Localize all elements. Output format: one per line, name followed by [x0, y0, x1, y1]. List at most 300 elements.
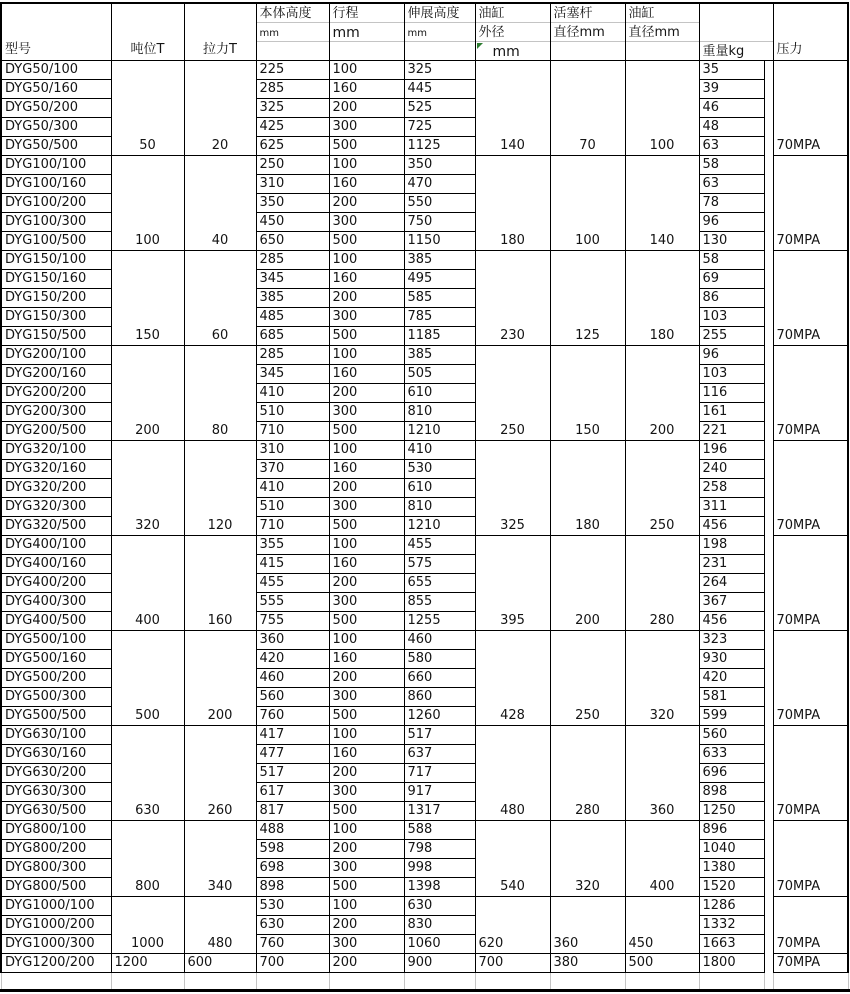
- cell-extended-height: 1060: [404, 935, 475, 954]
- spacer-cell: [764, 517, 773, 536]
- cell-cylinder-od: 480: [475, 726, 550, 821]
- cell-tonnage: 150: [111, 251, 184, 346]
- cell-stroke: 160: [329, 745, 404, 764]
- cell-body-height: 460: [256, 669, 329, 688]
- cell-tonnage: 100: [111, 156, 184, 251]
- cell-model: DYG800/300: [1, 859, 111, 878]
- grid-cell: [329, 973, 404, 989]
- cell-weight: 420: [699, 669, 764, 688]
- cell-extended-height: 630: [404, 897, 475, 916]
- spacer-cell: [764, 460, 773, 479]
- cell-model: DYG320/300: [1, 498, 111, 517]
- cell-model: DYG1200/200: [1, 954, 111, 973]
- cell-stroke: 100: [329, 346, 404, 365]
- cell-body-height: 698: [256, 859, 329, 878]
- cell-model: DYG1000/200: [1, 916, 111, 935]
- cell-extended-height: 550: [404, 194, 475, 213]
- cell-weight: 560: [699, 726, 764, 745]
- spacer-cell: [764, 422, 773, 441]
- cell-model: DYG200/200: [1, 384, 111, 403]
- cell-pull-force: 260: [184, 726, 256, 821]
- header-stroke-unit: mm: [330, 23, 404, 42]
- cell-weight: 63: [699, 175, 764, 194]
- table-row: [1, 631, 848, 650]
- cell-body-height: 617: [256, 783, 329, 802]
- spacer-cell: [764, 802, 773, 821]
- header-rod-diameter-line2: 直径mm: [551, 23, 625, 42]
- cell-body-height: 325: [256, 99, 329, 118]
- cell-stroke: 100: [329, 536, 404, 555]
- cell-extended-height: 917: [404, 783, 475, 802]
- table-row: [1, 821, 848, 840]
- cell-tonnage: 200: [111, 346, 184, 441]
- cell-pull-force: 160: [184, 536, 256, 631]
- cell-stroke: 160: [329, 270, 404, 289]
- header-weight-label: 重量kg: [702, 44, 745, 59]
- header-rod-diameter-line1: 活塞杆: [551, 4, 625, 23]
- spacer-cell: [764, 707, 773, 726]
- cell-pressure: 70MPA: [773, 536, 848, 631]
- cell-rod-diameter: 180: [550, 441, 625, 536]
- spacer-cell: [764, 289, 773, 308]
- cell-model: DYG150/100: [1, 251, 111, 270]
- cell-model: DYG800/500: [1, 878, 111, 897]
- cell-model: DYG100/500: [1, 232, 111, 251]
- cell-stroke: 300: [329, 118, 404, 137]
- cell-cylinder-diameter: 100: [625, 61, 699, 156]
- cell-pull-force: 120: [184, 441, 256, 536]
- cell-model: DYG630/300: [1, 783, 111, 802]
- cell-cylinder-od: 250: [475, 346, 550, 441]
- cell-extended-height: 530: [404, 460, 475, 479]
- cell-extended-height: 750: [404, 213, 475, 232]
- cell-body-height: 488: [256, 821, 329, 840]
- cell-rod-diameter: 200: [550, 536, 625, 631]
- cell-model: DYG630/500: [1, 802, 111, 821]
- cell-body-height: 370: [256, 460, 329, 479]
- cell-body-height: 250: [256, 156, 329, 175]
- cell-weight: 58: [699, 251, 764, 270]
- header-weight: [699, 3, 773, 61]
- cell-stroke: 300: [329, 688, 404, 707]
- cell-weight: 367: [699, 593, 764, 612]
- cell-tonnage: 630: [111, 726, 184, 821]
- cell-cylinder-diameter: 250: [625, 441, 699, 536]
- cell-weight: 1380: [699, 859, 764, 878]
- cell-extended-height: 525: [404, 99, 475, 118]
- spacer-cell: [764, 954, 773, 973]
- cell-weight: 35: [699, 61, 764, 80]
- header-cylinder-od: [475, 3, 550, 61]
- cell-cylinder-od: 428: [475, 631, 550, 726]
- spacer-cell: [764, 137, 773, 156]
- cell-model: DYG100/300: [1, 213, 111, 232]
- spacer-cell: [764, 251, 773, 270]
- cell-extended-height: 495: [404, 270, 475, 289]
- grid-cell: [699, 973, 764, 989]
- cell-weight: 456: [699, 612, 764, 631]
- cell-model: DYG320/100: [1, 441, 111, 460]
- cell-extended-height: 1185: [404, 327, 475, 346]
- cell-tonnage: 50: [111, 61, 184, 156]
- cell-body-height: 385: [256, 289, 329, 308]
- cell-weight: 1663: [699, 935, 764, 954]
- spacer-cell: [764, 935, 773, 954]
- cell-cylinder-od: 140: [475, 61, 550, 156]
- cell-model: DYG200/160: [1, 365, 111, 384]
- cell-cylinder-diameter: 500: [625, 954, 699, 973]
- cell-body-height: 285: [256, 80, 329, 99]
- cell-model: DYG500/100: [1, 631, 111, 650]
- cell-stroke: 100: [329, 631, 404, 650]
- grid-cell: [625, 973, 699, 989]
- cell-stroke: 160: [329, 555, 404, 574]
- header-extended-height-unit: mm: [405, 23, 475, 42]
- cell-body-height: 455: [256, 574, 329, 593]
- cell-weight: 898: [699, 783, 764, 802]
- grid-cell: [764, 973, 773, 989]
- cell-weight: 599: [699, 707, 764, 726]
- cell-weight: 48: [699, 118, 764, 137]
- spacer-cell: [764, 536, 773, 555]
- grid-cell: [1, 973, 111, 989]
- cell-model: DYG630/200: [1, 764, 111, 783]
- cell-extended-height: 655: [404, 574, 475, 593]
- cell-model: DYG400/160: [1, 555, 111, 574]
- cell-extended-height: 385: [404, 346, 475, 365]
- cell-stroke: 300: [329, 403, 404, 422]
- cell-model: DYG320/500: [1, 517, 111, 536]
- cell-stroke: 300: [329, 935, 404, 954]
- sheet-bottom-border: [0, 989, 850, 992]
- cell-stroke: 200: [329, 916, 404, 935]
- cell-tonnage: 800: [111, 821, 184, 897]
- spacer-cell: [764, 403, 773, 422]
- cell-extended-height: 830: [404, 916, 475, 935]
- cell-rod-diameter: 70: [550, 61, 625, 156]
- cell-model: DYG400/100: [1, 536, 111, 555]
- cell-weight: 633: [699, 745, 764, 764]
- cell-pressure: 70MPA: [773, 441, 848, 536]
- cell-stroke: 200: [329, 764, 404, 783]
- grid-cell: [475, 973, 550, 989]
- cell-model: DYG150/200: [1, 289, 111, 308]
- spacer-cell: [764, 232, 773, 251]
- header-tonnage-label: 吨位T: [130, 42, 165, 57]
- cell-pull-force: 80: [184, 346, 256, 441]
- cell-rod-diameter: 320: [550, 821, 625, 897]
- spacer-cell: [764, 61, 773, 80]
- spacer-cell: [764, 916, 773, 935]
- cell-pressure: 70MPA: [773, 156, 848, 251]
- cell-model: DYG50/300: [1, 118, 111, 137]
- cell-rod-diameter: 360: [550, 897, 625, 954]
- cell-body-height: 710: [256, 422, 329, 441]
- cell-model: DYG1000/100: [1, 897, 111, 916]
- cell-stroke: 500: [329, 137, 404, 156]
- cell-model: DYG400/500: [1, 612, 111, 631]
- header-cylinder-od-line1: 油缸: [476, 4, 550, 23]
- grid-cell: [256, 973, 329, 989]
- cell-stroke: 500: [329, 612, 404, 631]
- cell-extended-height: 1125: [404, 137, 475, 156]
- spacer-cell: [764, 156, 773, 175]
- spacer-cell: [764, 346, 773, 365]
- spacer-cell: [764, 498, 773, 517]
- cell-weight: 1040: [699, 840, 764, 859]
- cell-pressure: 70MPA: [773, 251, 848, 346]
- cell-stroke: 500: [329, 707, 404, 726]
- cell-extended-height: 900: [404, 954, 475, 973]
- cell-weight: 39: [699, 80, 764, 99]
- cell-weight: 1520: [699, 878, 764, 897]
- grid-cell: [550, 973, 625, 989]
- cell-weight: 63: [699, 137, 764, 156]
- cell-extended-height: 505: [404, 365, 475, 384]
- cell-weight: 696: [699, 764, 764, 783]
- cell-tonnage: 500: [111, 631, 184, 726]
- cell-stroke: 160: [329, 80, 404, 99]
- cell-extended-height: 610: [404, 479, 475, 498]
- cell-body-height: 310: [256, 441, 329, 460]
- cell-stroke: 100: [329, 897, 404, 916]
- cell-body-height: 345: [256, 270, 329, 289]
- cell-weight: 311: [699, 498, 764, 517]
- cell-pull-force: 480: [184, 897, 256, 954]
- cell-body-height: 710: [256, 517, 329, 536]
- cell-model: DYG630/160: [1, 745, 111, 764]
- cell-stroke: 200: [329, 954, 404, 973]
- header-pull-force: [184, 3, 256, 61]
- cell-extended-height: 455: [404, 536, 475, 555]
- cell-model: DYG150/300: [1, 308, 111, 327]
- cell-stroke: 200: [329, 574, 404, 593]
- table-row: [1, 61, 848, 80]
- header-cylinder-diameter-line2: 直径mm: [626, 23, 699, 42]
- cell-weight: 231: [699, 555, 764, 574]
- header-tonnage: [111, 3, 184, 61]
- spacer-cell: [764, 859, 773, 878]
- cell-model: DYG150/500: [1, 327, 111, 346]
- cell-body-height: 310: [256, 175, 329, 194]
- spacer-cell: [764, 574, 773, 593]
- spacer-cell: [764, 783, 773, 802]
- cell-body-height: 755: [256, 612, 329, 631]
- table-row: [1, 251, 848, 270]
- cell-body-height: 415: [256, 555, 329, 574]
- cell-cylinder-od: 540: [475, 821, 550, 897]
- cell-weight: 96: [699, 346, 764, 365]
- header-body-height: [256, 3, 329, 61]
- cell-stroke: 500: [329, 232, 404, 251]
- spacer-cell: [764, 821, 773, 840]
- cell-weight: 896: [699, 821, 764, 840]
- cell-extended-height: 517: [404, 726, 475, 745]
- cell-stroke: 160: [329, 650, 404, 669]
- cell-tonnage: 320: [111, 441, 184, 536]
- cell-weight: 196: [699, 441, 764, 460]
- cell-pressure: 70MPA: [773, 346, 848, 441]
- cell-extended-height: 785: [404, 308, 475, 327]
- cell-cylinder-diameter: 400: [625, 821, 699, 897]
- cell-extended-height: 1317: [404, 802, 475, 821]
- cell-weight: 1250: [699, 802, 764, 821]
- cell-body-height: 410: [256, 384, 329, 403]
- cell-model: DYG50/500: [1, 137, 111, 156]
- cell-body-height: 360: [256, 631, 329, 650]
- cell-extended-height: 580: [404, 650, 475, 669]
- error-indicator-triangle: [477, 43, 483, 49]
- header-body-height-line1: 本体高度: [257, 4, 329, 23]
- spacer-cell: [764, 308, 773, 327]
- grid-cell: [111, 973, 184, 989]
- table-row: [1, 346, 848, 365]
- cell-tonnage: 1000: [111, 897, 184, 954]
- cell-weight: 46: [699, 99, 764, 118]
- cell-extended-height: 1255: [404, 612, 475, 631]
- header-cylinder-od-unit: mm: [476, 42, 550, 60]
- cell-stroke: 200: [329, 384, 404, 403]
- spacer-cell: [764, 175, 773, 194]
- cell-body-height: 420: [256, 650, 329, 669]
- cell-body-height: 285: [256, 251, 329, 270]
- header-pressure: [773, 3, 848, 61]
- cell-model: DYG200/500: [1, 422, 111, 441]
- cell-body-height: 410: [256, 479, 329, 498]
- cell-weight: 103: [699, 365, 764, 384]
- cell-stroke: 500: [329, 327, 404, 346]
- spacer-cell: [764, 631, 773, 650]
- header-model: [1, 3, 111, 61]
- cell-cylinder-diameter: 280: [625, 536, 699, 631]
- cell-stroke: 300: [329, 593, 404, 612]
- cell-model: DYG800/200: [1, 840, 111, 859]
- cell-cylinder-od: 230: [475, 251, 550, 346]
- header-rod-diameter: [550, 3, 625, 61]
- cell-body-height: 760: [256, 935, 329, 954]
- grid-cell: [184, 973, 256, 989]
- cell-model: DYG320/200: [1, 479, 111, 498]
- cell-extended-height: 575: [404, 555, 475, 574]
- cell-body-height: 530: [256, 897, 329, 916]
- spacer-cell: [764, 840, 773, 859]
- cell-tonnage: 1200: [111, 954, 184, 973]
- table-row: [1, 156, 848, 175]
- cell-body-height: 285: [256, 346, 329, 365]
- cell-weight: 581: [699, 688, 764, 707]
- cell-pull-force: 600: [184, 954, 256, 973]
- cell-extended-height: 470: [404, 175, 475, 194]
- cell-weight: 323: [699, 631, 764, 650]
- spacer-cell: [764, 270, 773, 289]
- cell-stroke: 160: [329, 175, 404, 194]
- table-row: [1, 897, 848, 916]
- cell-extended-height: 998: [404, 859, 475, 878]
- cell-body-height: 625: [256, 137, 329, 156]
- grid-cell: [404, 973, 475, 989]
- spacer-cell: [764, 555, 773, 574]
- cell-extended-height: 725: [404, 118, 475, 137]
- cell-extended-height: 410: [404, 441, 475, 460]
- cell-pressure: 70MPA: [773, 897, 848, 954]
- cell-rod-diameter: 380: [550, 954, 625, 973]
- spacer-cell: [764, 327, 773, 346]
- spec-table: [0, 2, 849, 989]
- cell-body-height: 450: [256, 213, 329, 232]
- cell-stroke: 100: [329, 61, 404, 80]
- cell-stroke: 200: [329, 194, 404, 213]
- cell-body-height: 417: [256, 726, 329, 745]
- cell-extended-height: 385: [404, 251, 475, 270]
- cell-body-height: 650: [256, 232, 329, 251]
- cell-cylinder-od: 180: [475, 156, 550, 251]
- cell-stroke: 500: [329, 802, 404, 821]
- cell-model: DYG200/300: [1, 403, 111, 422]
- cell-extended-height: 588: [404, 821, 475, 840]
- header-row: [1, 3, 848, 61]
- cell-model: DYG200/100: [1, 346, 111, 365]
- cell-stroke: 500: [329, 878, 404, 897]
- cell-body-height: 345: [256, 365, 329, 384]
- table-row: [1, 954, 848, 973]
- cell-pull-force: 200: [184, 631, 256, 726]
- cell-weight: 456: [699, 517, 764, 536]
- cell-extended-height: 350: [404, 156, 475, 175]
- cell-extended-height: 1210: [404, 517, 475, 536]
- spacer-cell: [764, 764, 773, 783]
- cell-model: DYG800/100: [1, 821, 111, 840]
- cell-model: DYG50/160: [1, 80, 111, 99]
- cell-pressure: 70MPA: [773, 726, 848, 821]
- cell-model: DYG500/160: [1, 650, 111, 669]
- cell-body-height: 598: [256, 840, 329, 859]
- cell-model: DYG320/160: [1, 460, 111, 479]
- cell-cylinder-od: 700: [475, 954, 550, 973]
- cell-cylinder-diameter: 140: [625, 156, 699, 251]
- cell-stroke: 500: [329, 422, 404, 441]
- cell-pressure: 70MPA: [773, 631, 848, 726]
- table-row: [1, 726, 848, 745]
- spacer-cell: [764, 612, 773, 631]
- spacer-cell: [764, 878, 773, 897]
- spacer-cell: [764, 80, 773, 99]
- cell-model: DYG400/300: [1, 593, 111, 612]
- cell-body-height: 700: [256, 954, 329, 973]
- header-pressure-label: 压力: [776, 42, 803, 57]
- spacer-cell: [764, 118, 773, 137]
- cell-stroke: 100: [329, 441, 404, 460]
- cell-stroke: 100: [329, 821, 404, 840]
- cell-body-height: 477: [256, 745, 329, 764]
- cell-pull-force: 40: [184, 156, 256, 251]
- cell-stroke: 100: [329, 156, 404, 175]
- cell-rod-diameter: 250: [550, 631, 625, 726]
- cell-model: DYG50/100: [1, 61, 111, 80]
- cell-pull-force: 60: [184, 251, 256, 346]
- cell-pressure: 70MPA: [773, 821, 848, 897]
- cell-weight: 103: [699, 308, 764, 327]
- header-cylinder-od-line2: 外径: [476, 23, 550, 42]
- cell-model: DYG500/300: [1, 688, 111, 707]
- cell-rod-diameter: 100: [550, 156, 625, 251]
- spacer-cell: [764, 99, 773, 118]
- cell-cylinder-diameter: 450: [625, 897, 699, 954]
- cell-weight: 116: [699, 384, 764, 403]
- cell-body-height: 355: [256, 536, 329, 555]
- cell-extended-height: 325: [404, 61, 475, 80]
- cell-rod-diameter: 280: [550, 726, 625, 821]
- cell-extended-height: 855: [404, 593, 475, 612]
